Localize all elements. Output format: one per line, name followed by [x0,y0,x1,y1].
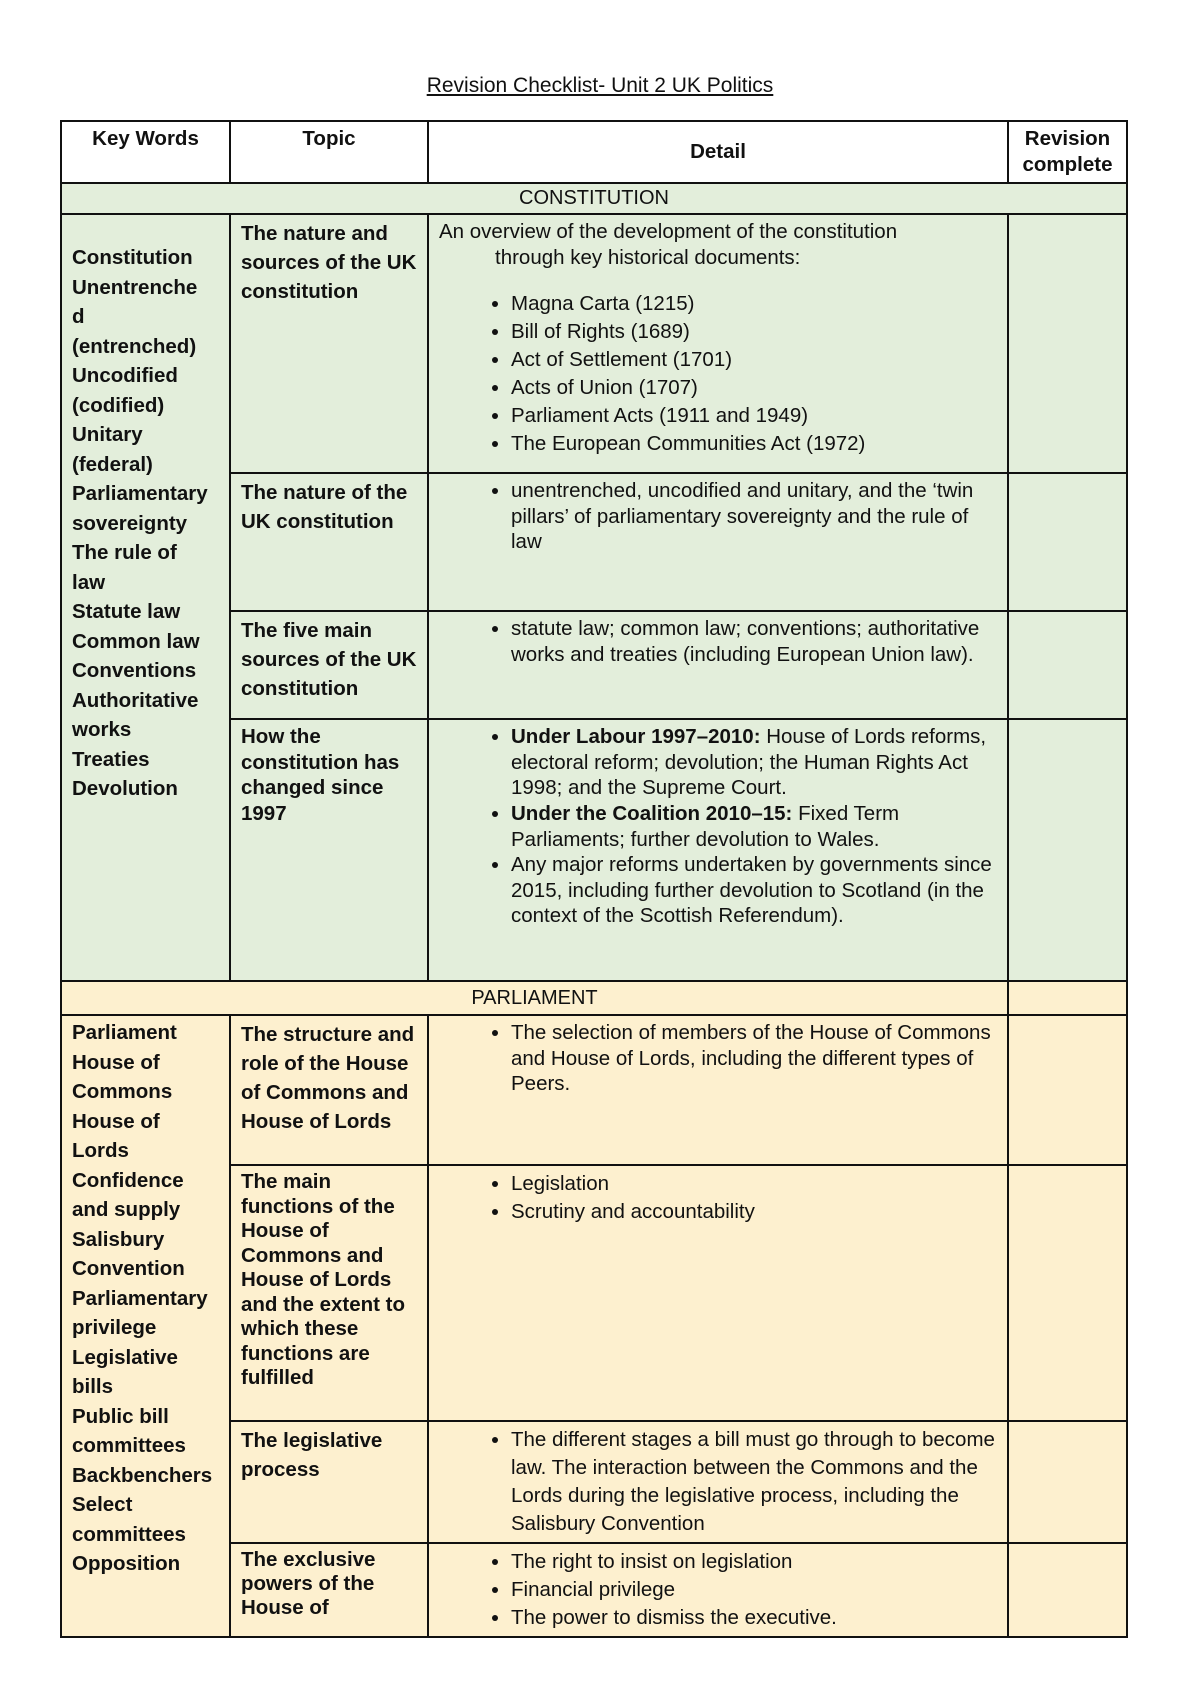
detail-bullet-text: The European Communities Act (1972) [511,432,866,456]
key-word: Devolution [72,777,178,800]
section-heading-constitution: CONSTITUTION [61,183,1127,214]
section-heading-row-constitution [61,183,1127,214]
detail-bullet [511,318,997,346]
detail-bullet-text: The different stages a bill must go through to become law. The interaction between the Commons and the Lords during the legislative process, including the Salisbury Convention [511,1428,995,1535]
detail-bullet-list [439,616,997,667]
detail-bullet-text: Scrutiny and accountability [511,1200,755,1223]
key-word: Opposition [72,1552,181,1575]
key-word: works [72,718,132,741]
detail-bullet-text: Financial privilege [511,1578,676,1601]
detail-bullet-text: Acts of Union (1707) [511,376,698,400]
header-detail: Detail [428,121,1008,183]
key-word: Lords [72,1139,129,1162]
key-word: committees [72,1522,186,1546]
key-word: Convention [72,1257,185,1280]
detail-cell [428,1421,1008,1543]
table-header-row [61,121,1127,183]
topic-cell: The main functions of the House of Commons and House of Lords and the extent to which these functions are fulfilled [230,1165,428,1421]
detail-bullet-text: Parliament Acts (1911 and 1949) [511,404,809,428]
detail-bullet-text: unentrenched, uncodified and unitary, and the ‘twin pillars’ of parliamentary sovereignty and the rule of law [511,479,974,554]
key-word: Unentrenche [72,275,198,299]
detail-bullet-list [439,1426,997,1538]
detail-bullet-text: Any major reforms undertaken by governments since 2015, including further devolution to Scotland (in the context of the Scottish Referendum). [511,853,992,928]
key-word: Commons [72,1080,173,1103]
revision-complete-cell[interactable] [1008,611,1127,719]
detail-cell [428,473,1008,611]
key-word: Unitary [72,423,143,446]
detail-intro-line: An overview of the development of the constitution [439,220,898,243]
detail-intro [439,219,997,270]
detail-bullet [511,374,997,402]
detail-bullet [511,290,997,318]
detail-cell [428,1015,1008,1165]
key-word: bills [72,1375,114,1398]
detail-bullet [511,430,997,458]
detail-bullet [511,801,997,852]
key-word: House of [72,1050,160,1074]
detail-cell [428,1165,1008,1421]
key-word: Treaties [72,747,150,771]
detail-bullet [511,1576,997,1604]
detail-bullet-text: The right to insist on legislation [511,1550,793,1573]
revision-checklist-table [60,120,1128,1638]
detail-intro-line: through key historical documents: [495,245,801,269]
detail-bullet-lead: Under the Coalition 2010–15: [511,801,793,825]
key-words-parliament [61,1015,230,1637]
key-word: and supply [72,1198,181,1221]
key-word: law [72,570,106,594]
key-word: Legislative [72,1345,178,1369]
topic-cell: The legislative process [230,1421,428,1543]
key-word: Backbenchers [72,1463,213,1487]
page-title: Revision Checklist- Unit 2 UK Politics [426,74,774,97]
table-row [61,1015,1127,1165]
revision-complete-cell[interactable] [1008,1421,1127,1543]
topic-cell: How the constitution has changed since 1997 [230,719,428,981]
key-word: Parliamentary [72,482,208,505]
detail-bullet-text: House of Lords reforms, electoral reform; devolution; the Human Rights Act 1998; and the Supreme Court. [511,725,987,800]
key-word: (entrenched) [72,334,197,358]
table-row [61,214,1127,473]
detail-bullet-text: The power to dismiss the executive. [511,1606,837,1629]
detail-bullet-text: Bill of Rights (1689) [511,320,690,344]
detail-bullet [511,1426,997,1538]
detail-bullet-text: Magna Carta (1215) [511,292,695,316]
key-word: Uncodified [72,364,178,387]
topic-cell: The nature and sources of the UK constitution [230,214,428,473]
detail-bullet-text: statute law; common law; conventions; authoritative works and treaties (including European Union law). [511,617,980,666]
section-heading-parliament: PARLIAMENT [61,981,1008,1015]
detail-cell [428,1543,1008,1637]
detail-bullet [511,852,997,929]
detail-bullet-list [439,724,997,929]
revision-complete-cell[interactable] [1008,473,1127,611]
key-word: Authoritative [72,688,199,712]
key-word: (codified) [72,393,165,417]
key-word: House of [72,1109,160,1133]
key-words-constitution [61,214,230,981]
revision-complete-cell[interactable] [1008,719,1127,981]
key-word: Common law [72,629,200,653]
detail-bullet [511,1020,997,1097]
key-word: Conventions [72,659,197,682]
detail-bullet [511,724,997,801]
detail-bullet-list [439,1020,997,1097]
key-word: (federal) [72,452,153,476]
revision-complete-cell[interactable] [1008,214,1127,473]
detail-bullet [511,1604,997,1632]
key-word: Confidence [72,1168,184,1192]
detail-bullet-list [439,290,997,458]
topic-cell: The five main sources of the UK constitution [230,611,428,719]
detail-bullet-lead: Under Labour 1997–2010: [511,725,761,748]
detail-bullet-text: The selection of members of the House of Commons and House of Lords, including the different types of Peers. [511,1021,991,1096]
header-revision-complete: Revision complete [1008,121,1127,183]
detail-bullet [511,478,997,555]
key-word: Salisbury [72,1227,165,1251]
detail-cell [428,611,1008,719]
detail-bullet [511,1198,997,1226]
key-word: Parliament [72,1021,177,1044]
header-key-words: Key Words [61,121,230,183]
detail-bullet-text: Act of Settlement (1701) [511,348,733,372]
detail-bullet-text: Legislation [511,1172,610,1195]
detail-bullet [511,1170,997,1198]
detail-bullet [511,346,997,374]
detail-bullet [511,1548,997,1576]
key-word: Select [72,1493,133,1516]
detail-cell [428,719,1008,981]
revision-complete-cell[interactable] [1008,1015,1127,1165]
key-word: committees [72,1434,186,1457]
detail-bullet-list [439,1170,997,1226]
key-word: Constitution [72,246,193,269]
section-heading-row-parliament [61,981,1127,1015]
detail-bullet-list [439,478,997,555]
revision-complete-cell[interactable] [1008,1543,1127,1637]
header-topic: Topic [230,121,428,183]
detail-bullet [511,616,997,667]
detail-bullet-text: Fixed Term Parliaments; further devolution to Wales. [511,801,900,851]
detail-cell [428,214,1008,473]
revision-complete-cell[interactable] [1008,981,1127,1015]
revision-complete-cell[interactable] [1008,1165,1127,1421]
key-word: Parliamentary [72,1286,208,1310]
key-word: Public bill [72,1404,169,1428]
key-word: Statute law [72,600,181,623]
detail-bullet [511,402,997,430]
topic-cell: The nature of the UK constitution [230,473,428,611]
key-word: The rule of [72,541,177,564]
detail-bullet-list [439,1548,997,1632]
key-word: sovereignty [72,511,188,535]
key-word: privilege [72,1316,157,1339]
topic-cell: The exclusive powers of the House of [230,1543,428,1637]
key-word: d [72,305,85,328]
topic-cell: The structure and role of the House of Commons and House of Lords [230,1015,428,1165]
